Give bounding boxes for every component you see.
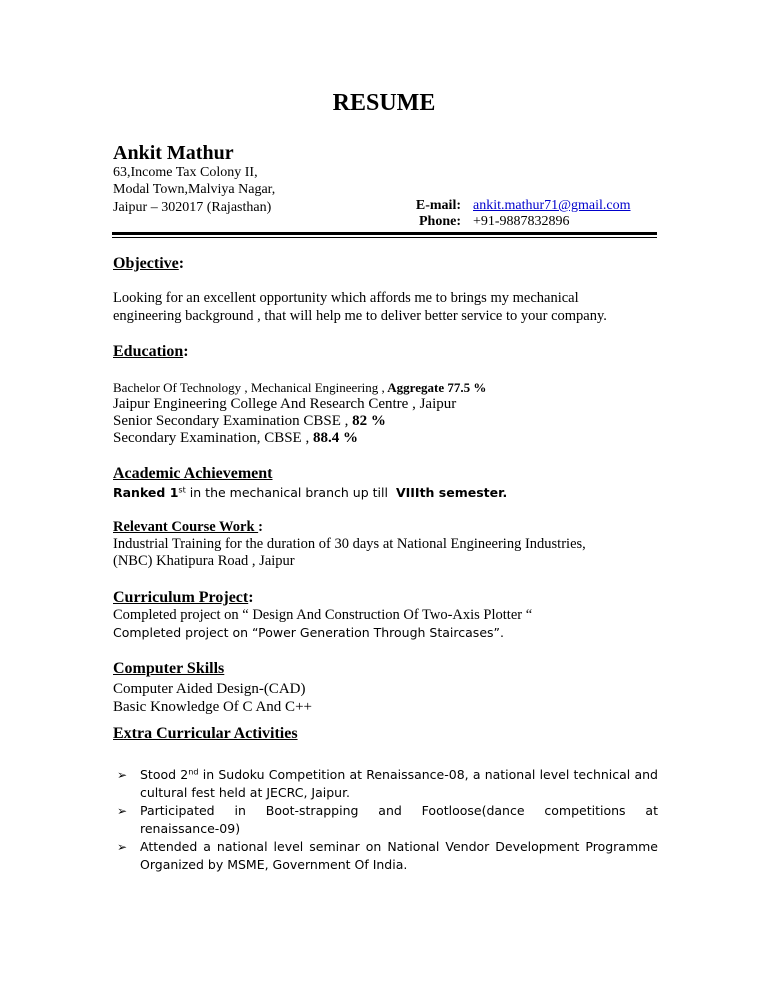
academic-text: Ranked 1st in the mechanical branch up till VIIIth semester. xyxy=(113,484,508,500)
education-line-4: Secondary Examination, CBSE , 88.4 % xyxy=(113,430,358,446)
list-item: ➢ Attended a national level seminar on National Vendor Development Programme Organized by MSME, Government Of India. xyxy=(117,839,658,872)
phone-number: +91-9887832896 xyxy=(473,214,570,229)
skill-item-1: Computer Aided Design-(CAD) xyxy=(113,681,306,697)
curriculum-line-1: Completed project on “ Design And Construction Of Two-Axis Plotter “ xyxy=(113,607,533,623)
education-line-1: Bachelor Of Technology , Mechanical Engineering , Aggregate 77.5 % xyxy=(113,380,487,395)
list-item: ➢ Stood 2nd in Sudoku Competition at Renaissance-08, a national level technical and cultural fest held at JECRC, Jaipur. xyxy=(117,766,658,800)
education-heading: Education: xyxy=(113,343,189,360)
arrow-bullet-icon: ➢ xyxy=(117,768,128,782)
curriculum-line-2: Completed project on “Power Generation Through Staircases”. xyxy=(113,625,504,640)
curriculum-heading: Curriculum Project: xyxy=(113,589,254,606)
education-line-2: Jaipur Engineering College And Research Centre , Jaipur xyxy=(113,396,457,412)
objective-line-2: engineering background , that will help me to deliver better service to your company. xyxy=(113,308,607,324)
address-line-2: Modal Town,Malviya Nagar, xyxy=(113,182,276,197)
extra-curricular-heading: Extra Curricular Activities xyxy=(113,725,298,742)
course-work-heading: Relevant Course Work : xyxy=(113,519,263,535)
course-work-line-1: Industrial Training for the duration of 30 days at National Engineering Industries, xyxy=(113,536,586,552)
document-title: RESUME xyxy=(332,90,436,116)
objective-line-1: Looking for an excellent opportunity which affords me to brings my mechanical xyxy=(113,290,579,306)
education-line-3: Senior Secondary Examination CBSE , 82 % xyxy=(113,413,386,429)
candidate-name: Ankit Mathur xyxy=(113,142,234,164)
header-divider-thin xyxy=(112,237,657,238)
objective-heading: Objective: xyxy=(113,255,185,272)
address-line-1: 63,Income Tax Colony II, xyxy=(113,165,258,180)
address-line-3: Jaipur – 302017 (Rajasthan) xyxy=(113,200,272,215)
skills-heading: Computer Skills xyxy=(113,660,225,677)
arrow-bullet-icon: ➢ xyxy=(117,840,128,854)
course-work-line-2: (NBC) Khatipura Road , Jaipur xyxy=(113,553,295,569)
extra-curricular-list xyxy=(113,766,658,874)
header-divider-thick xyxy=(112,232,657,235)
academic-heading: Academic Achievement xyxy=(113,465,273,482)
list-item: ➢ Participated in Boot-strapping and Footloose(dance competitions at renaissance-09) xyxy=(117,803,658,836)
skill-item-2: Basic Knowledge Of C And C++ xyxy=(113,699,312,715)
arrow-bullet-icon: ➢ xyxy=(117,804,128,818)
phone-label: Phone: xyxy=(419,214,461,229)
email-label: E-mail: xyxy=(415,198,461,213)
email-link[interactable]: ankit.mathur71@gmail.com xyxy=(473,198,631,213)
